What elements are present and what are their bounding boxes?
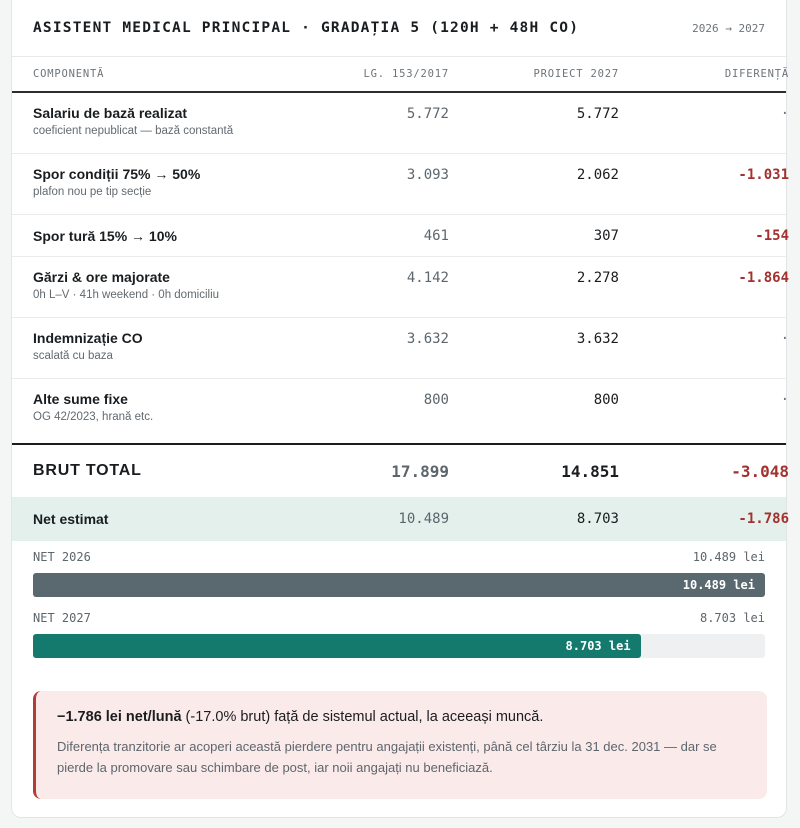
row-name: Spor condiții 75% → 50% xyxy=(33,166,201,182)
column-header-project: PROIECT 2027 xyxy=(533,68,619,80)
loss-warning-callout xyxy=(33,691,767,799)
row-diff-value: -1.864 xyxy=(738,270,789,286)
row-old-value: 3.093 xyxy=(406,167,449,183)
net-estimate-old: 10.489 xyxy=(398,511,449,527)
row-note: OG 42/2023, hrană etc. xyxy=(33,411,154,423)
gross-total-old: 17.899 xyxy=(391,461,449,481)
bar-label: NET 2026 xyxy=(33,550,91,564)
row-diff-value: -154 xyxy=(755,228,789,244)
net-2026-bar-fill xyxy=(33,573,765,597)
warning-body: Diferența tranzitorie ar acoperi această pierdere pentru angajații existenți, până cel târziu la 31 dec. 2031 — dar se pierde la promovare sau schimbare de post, iar noii angajați nu beneficiază. xyxy=(57,739,717,775)
bar-track xyxy=(33,573,765,597)
gross-total-row xyxy=(12,443,789,497)
column-header-component: COMPONENTĂ xyxy=(33,68,105,80)
row-new-value: 3.632 xyxy=(576,331,619,347)
row-name: Spor tură 15% → 10% xyxy=(33,228,177,244)
table-row-on-call-hours xyxy=(12,257,789,318)
card-header xyxy=(12,0,786,57)
row-name: Indemnizație CO xyxy=(33,330,143,346)
bar-label: NET 2027 xyxy=(33,611,91,625)
row-old-value: 800 xyxy=(423,392,449,408)
table-row-base-salary xyxy=(12,93,789,154)
gross-total-new: 14.851 xyxy=(561,461,619,481)
net-estimate-row xyxy=(12,497,789,541)
warning-amount: −1.786 lei net/lună xyxy=(57,709,182,725)
row-diff-value: -1.031 xyxy=(738,167,789,183)
row-new-value: 2.278 xyxy=(576,270,619,286)
gross-total-diff: -3.048 xyxy=(731,461,789,481)
net-estimate-diff: -1.786 xyxy=(738,511,789,527)
row-diff-value: · xyxy=(780,331,789,347)
net-estimate-new: 8.703 xyxy=(576,511,619,527)
row-diff-value: · xyxy=(780,106,789,122)
row-note: scalată cu baza xyxy=(33,350,113,362)
column-header-difference: DIFERENȚĂ xyxy=(724,68,789,80)
row-note: coeficient nepublicat — bază constantă xyxy=(33,125,234,137)
row-new-value: 307 xyxy=(593,228,619,244)
table-row-conditions-bonus xyxy=(12,154,789,215)
row-note: plafon nou pe tip secție xyxy=(33,186,152,198)
table-row-shift-bonus xyxy=(12,215,789,257)
warning-headline xyxy=(57,709,747,725)
table-row-vacation-allowance xyxy=(12,318,789,379)
row-name: Gărzi & ore majorate xyxy=(33,269,170,285)
bar-value: 10.489 lei xyxy=(692,550,765,564)
row-new-value: 2.062 xyxy=(576,167,619,183)
row-new-value: 800 xyxy=(593,392,619,408)
row-note: 0h L–V · 41h weekend · 0h domiciliu xyxy=(33,289,220,301)
net-estimate-label: Net estimat xyxy=(33,511,109,527)
net-2026-bar-block xyxy=(12,550,786,597)
card-title: ASISTENT MEDICAL PRINCIPAL · GRADAȚIA 5 (120H + 48H CO) xyxy=(33,20,580,36)
row-diff-value: · xyxy=(780,392,789,408)
net-2027-bar-fill xyxy=(33,634,641,658)
row-name: Alte sume fixe xyxy=(33,391,128,407)
row-old-value: 5.772 xyxy=(406,106,449,122)
row-name: Salariu de bază realizat xyxy=(33,105,188,121)
row-old-value: 4.142 xyxy=(406,270,449,286)
warning-headline-rest: (-17.0% brut) față de sistemul actual, la aceeași muncă. xyxy=(181,709,544,725)
salary-comparison-card xyxy=(11,0,787,818)
gross-total-label: BRUT TOTAL xyxy=(33,462,142,479)
column-header-current-law: LG. 153/2017 xyxy=(363,68,449,80)
bar-track xyxy=(33,634,765,658)
bar-fill-label: 10.489 lei xyxy=(682,578,755,592)
bar-fill-label: 8.703 lei xyxy=(565,639,631,653)
row-new-value: 5.772 xyxy=(576,106,619,122)
period-range: 2026 → 2027 xyxy=(692,21,765,35)
bar-value: 8.703 lei xyxy=(699,611,765,625)
row-old-value: 461 xyxy=(423,228,449,244)
table-row-other-fixed-sums xyxy=(12,379,789,443)
net-2027-bar-block xyxy=(12,611,786,658)
row-old-value: 3.632 xyxy=(406,331,449,347)
table-header xyxy=(12,57,789,93)
